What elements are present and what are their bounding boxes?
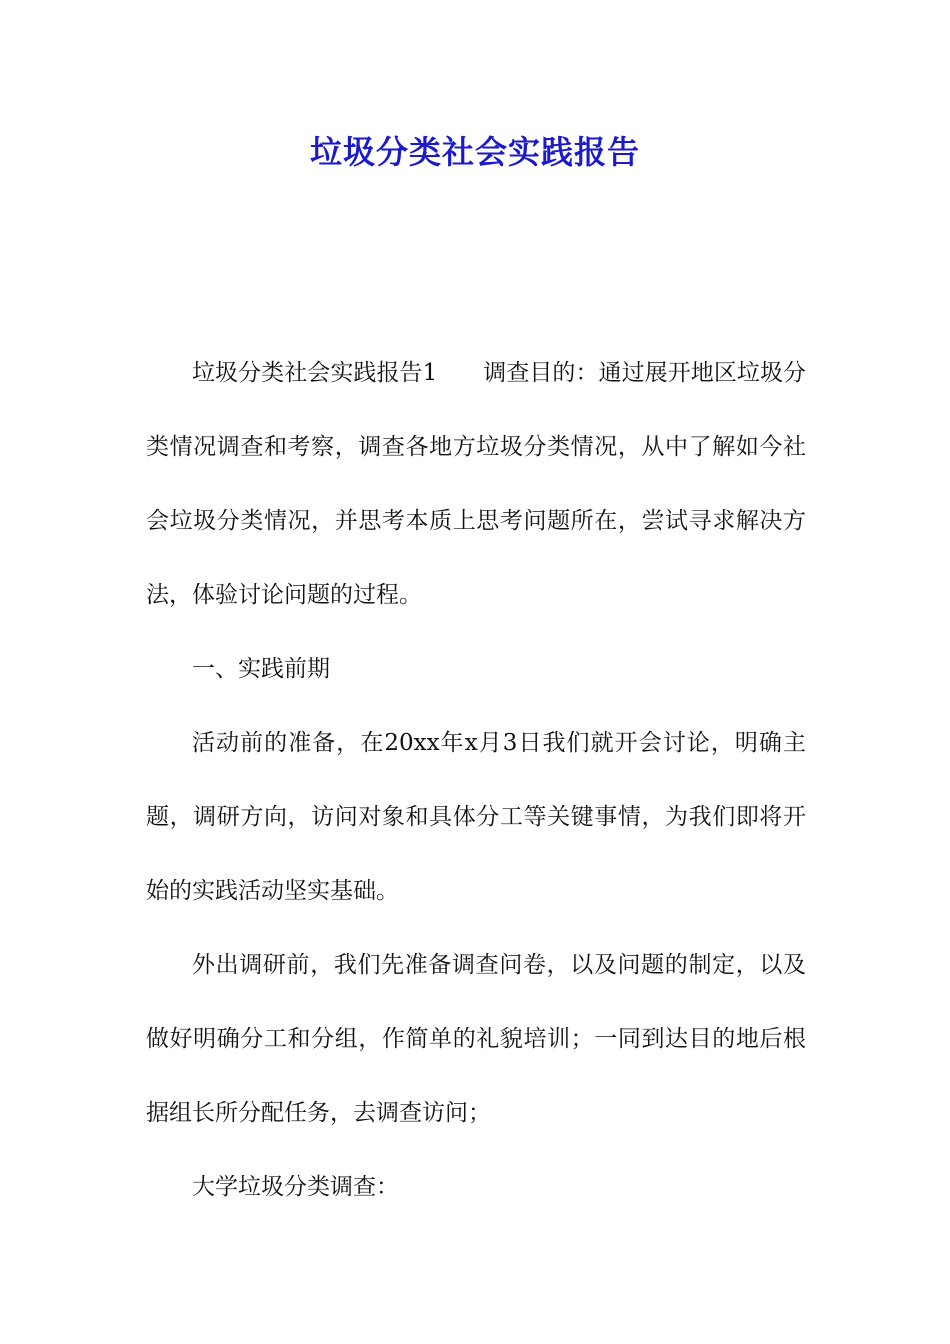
paragraph-preparation: 活动前的准备，在20xx年x月3日我们就开会讨论，明确主题，调研方向，访问对象和具体分工等关键事情，为我们即将开始的实践活动坚实基础。 (146, 730, 806, 904)
purpose-text: 调查目的：通过展开地区垃圾分类情况调查和考察，调查各地方垃圾分类情况，从中了解如今社会垃圾分类情况，并思考本质上思考问题所在，尝试寻求解决方法，体验讨论问题的过程。 (146, 360, 806, 608)
paragraph-research-prep: 外出调研前，我们先准备调查问卷，以及问题的制定，以及做好明确分工和分组，作简单的礼貌培训；一同到达目的地后根据组长所分配任务，去调查访问； (146, 952, 806, 1126)
document-title: 垃圾分类社会实践报告 (309, 133, 640, 171)
section-heading-pre-practice: 一、实践前期 (192, 656, 330, 682)
report-number-label: 垃圾分类社会实践报告1 (192, 360, 438, 386)
paragraph-university-survey: 大学垃圾分类调查： (192, 1174, 399, 1200)
document-body (146, 336, 806, 1224)
paragraph-purpose (146, 336, 806, 632)
